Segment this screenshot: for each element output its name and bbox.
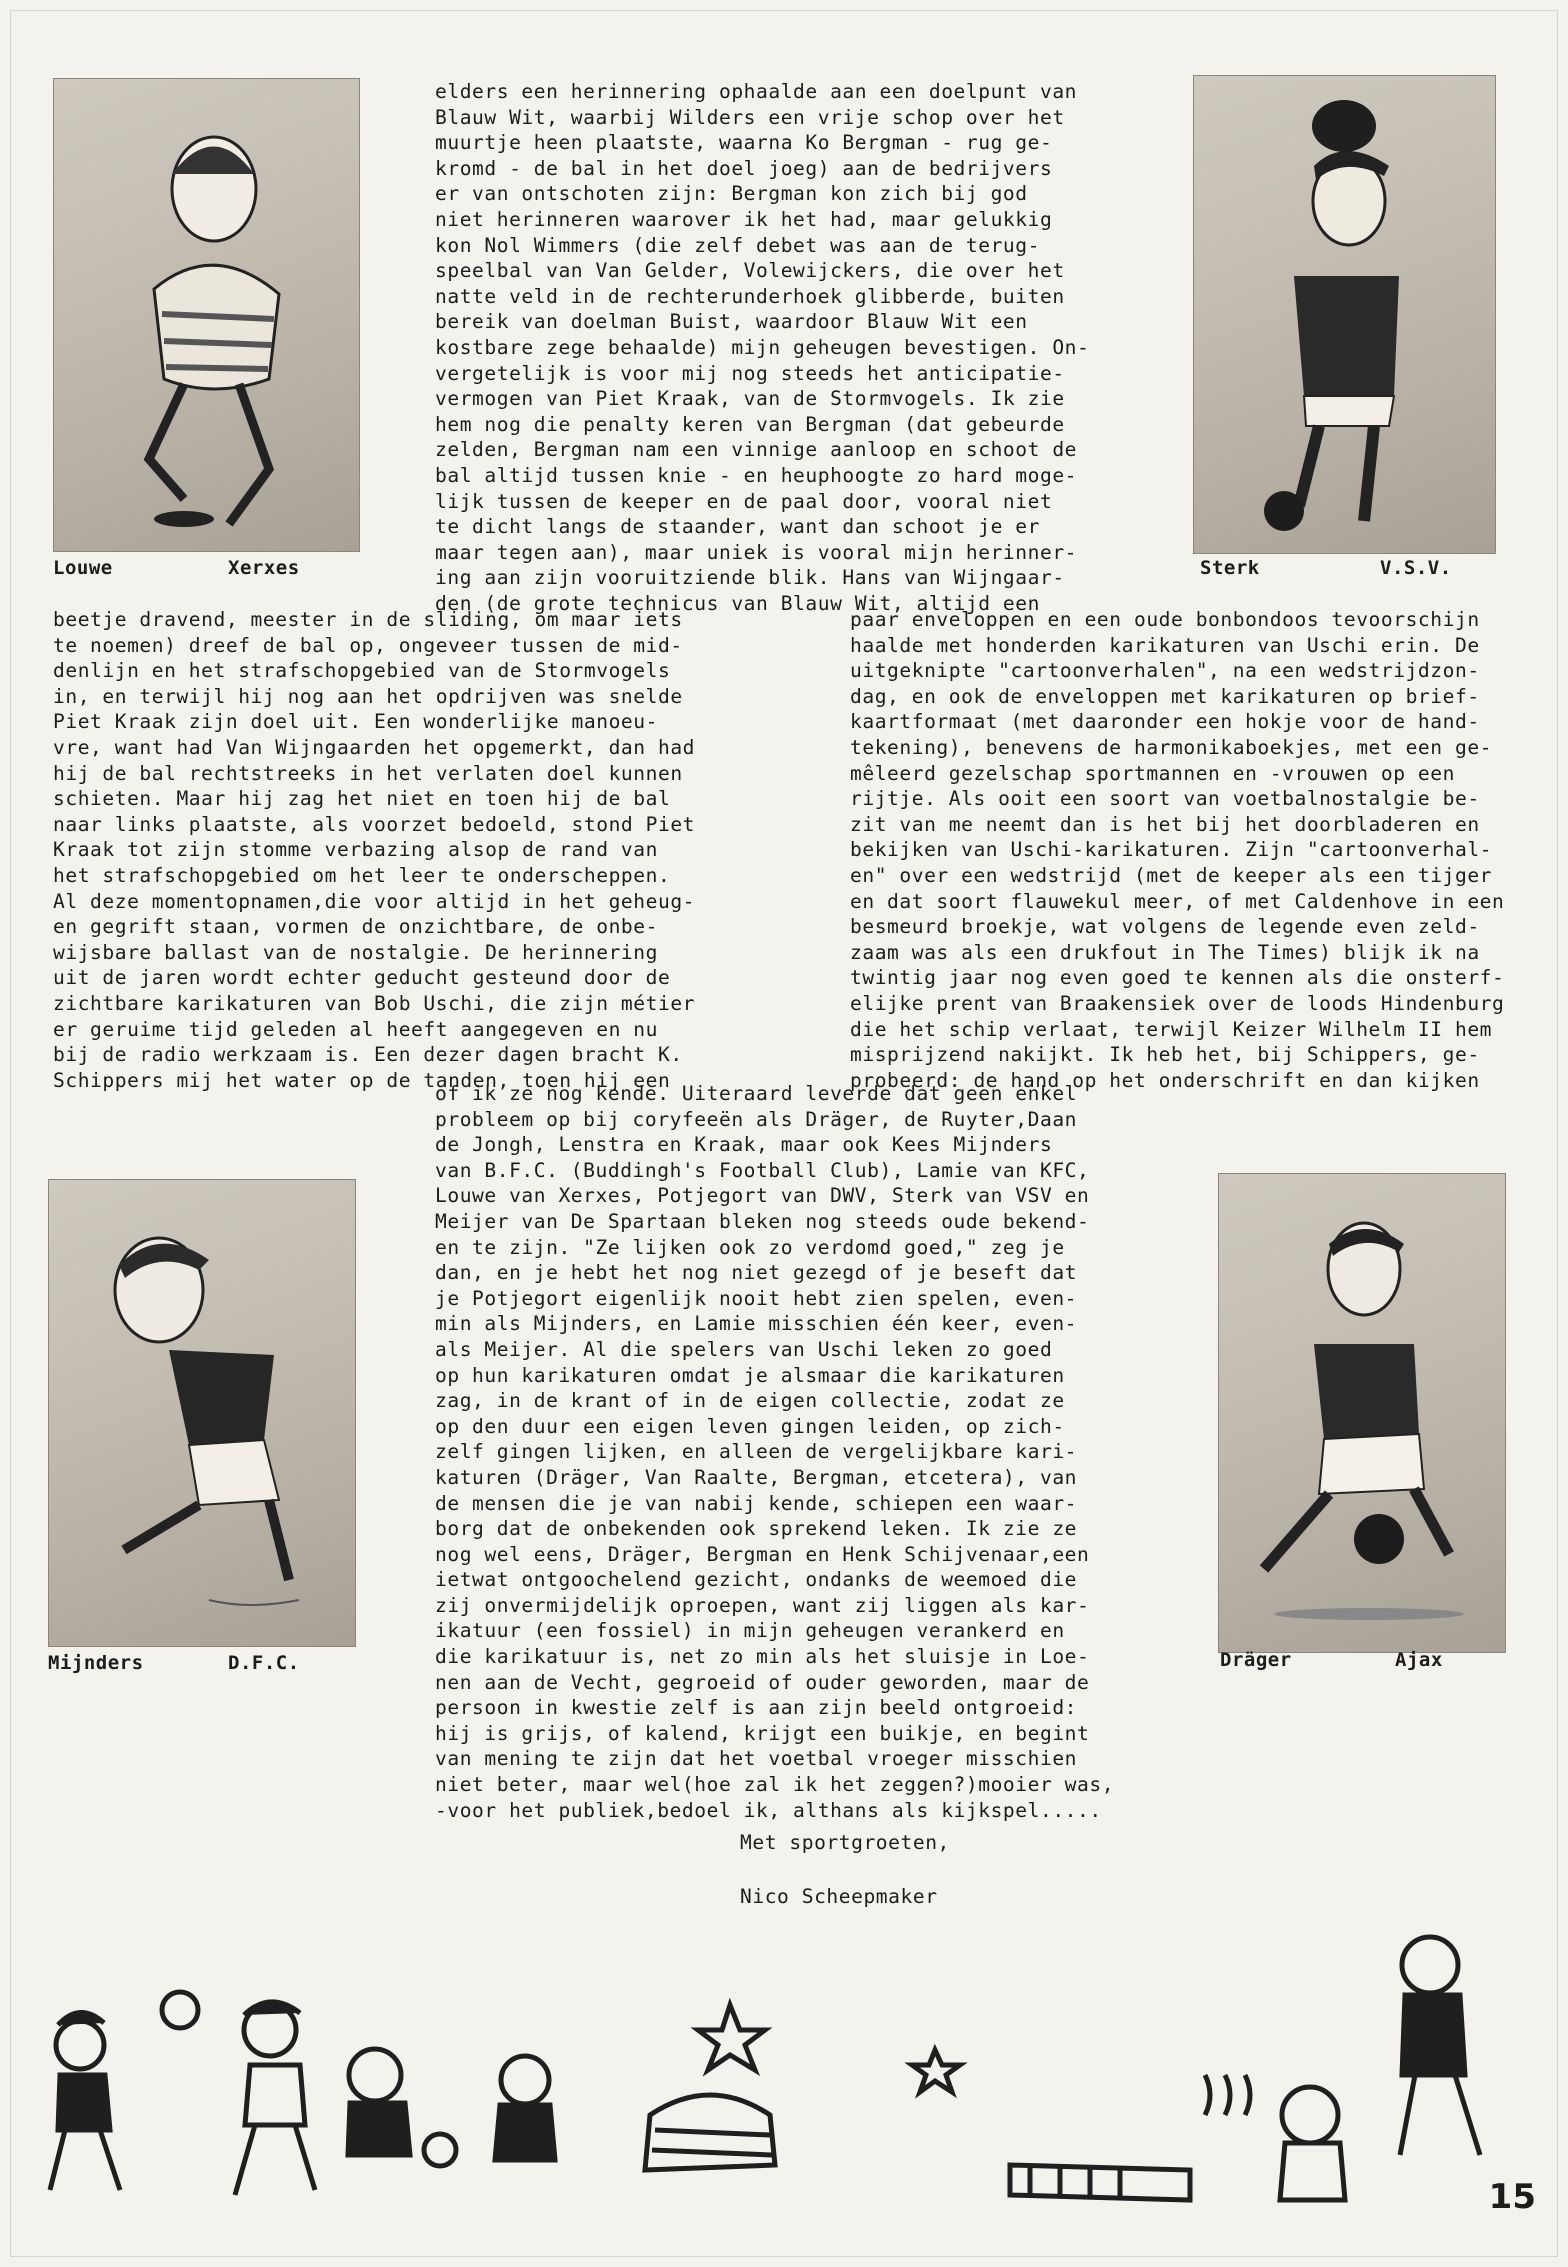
caricature-sterk-drawing	[1194, 76, 1495, 553]
page-number: 15	[1488, 2177, 1536, 2217]
caption-sterk-club: V.S.V.	[1380, 557, 1452, 579]
article-paragraph-left: beetje dravend, meester in de sliding, om maar iets te noemen) dreef de bal op, ongeveer tussen de mid- denlijn en het strafschopgebied van de Stormvogels in, en terwijl hij nog aan het opdrijven was snelde Piet Kraak zijn doel uit. Een wonderlijke manoeu- vre, want had Van Wijngaarden het opgemerkt, dan had hij de bal rechtstreeks in het verlaten doel kunnen schieten. Maar hij zag het niet en toen hij de bal naar links plaatste, als voorzet bedoeld, stond Piet Kraak tot zijn stomme verbazing alsop de rand van het strafschopgebied om het leer te onderscheppen. Al deze momentopnamen,die voor altijd in het geheug- en gegrift staan, vormen de onzichtbare, de onbe- wijsbare ballast van de nostalgie. De herinnering uit de jaren wordt echter geducht gesteund door de zichtbare karikaturen van Bob Uschi, die zijn métier er geruime tijd geleden al heeft aangegeven en nu bij de radio werkzaam is. Een dezer dagen bracht K. Schippers mij het water op de tanden, toen hij een	[53, 608, 696, 1092]
author-name: Nico Scheepmaker	[740, 1885, 938, 1908]
caricature-mijnders-drawing	[49, 1180, 355, 1646]
caption-mijnders-club: D.F.C.	[228, 1652, 300, 1674]
caricature-photo-louwe	[53, 78, 360, 552]
footer-cartoon-strip	[30, 1905, 1505, 2225]
caricature-photo-mijnders	[48, 1179, 356, 1647]
caricature-photo-drager	[1218, 1173, 1506, 1653]
caption-drager	[1220, 1649, 1506, 1671]
caption-drager-club: Ajax	[1395, 1649, 1443, 1671]
caption-drager-player: Dräger	[1220, 1649, 1292, 1671]
closing-greeting: Met sportgroeten,	[740, 1831, 950, 1854]
caricature-louwe-drawing	[54, 79, 359, 551]
article-paragraph-top: elders een herinnering ophaalde aan een doelpunt van Blauw Wit, waarbij Wilders een vrije schop over het muurtje heen plaatste, waarna Ko Bergman - rug ge- kromd - de bal in het doel joeg) aan de bedrijvers er van ontschoten zijn: Bergman kon zich bij god niet herinneren waarover ik het had, maar gelukkig kon Nol Wimmers (die zelf debet was aan de terug- speelbal van Van Gelder, Volewijckers, die over het natte veld in de rechterunderhoek glibberde, buiten bereik van doelman Buist, waardoor Blauw Wit een kostbare zege behaalde) mijn geheugen bevestigen. On- vergetelijk is voor mij nog steeds het anticipatie- vermogen van Piet Kraak, van de Stormvogels. Ik zie hem nog die penalty keren van Bergman (dat gebeurde zelden, Bergman nam een vinnige aanloop en schoot de bal altijd tussen knie - en heuphoogte zo hard moge- lijk tussen de keeper en de paal door, vooral niet te dicht langs de staander, want dan schoot je er maar tegen aan), maar uniek is vooral mijn herinner- ing aan zijn vooruitziende blik. Hans van Wijngaar- den (de grote technicus van Blauw Wit, altijd een	[435, 80, 1090, 615]
caricature-drager-drawing	[1219, 1174, 1505, 1652]
caption-louwe-club: Xerxes	[228, 557, 300, 579]
caption-sterk-player: Sterk	[1200, 557, 1260, 579]
article-paragraph-bottom: of ik ze nog kende. Uiteraard leverde dat geen enkel probleem op bij coryfeeën als Dräger, de Ruyter,Daan de Jongh, Lenstra en Kraak, maar ook Kees Mijnders van B.F.C. (Buddingh's Football Club), Lamie van KFC, Louwe van Xerxes, Potjegort van DWV, Sterk van VSV en Meijer van De Spartaan bleken nog steeds oude bekend- en te zijn. "Ze lijken ook zo verdomd goed," zeg je dan, en je hebt het nog niet gezegd of je beseft dat je Potjegort eigenlijk nooit hebt zien spelen, even- min als Mijnders, en Lamie misschien één keer, even- als Meijer. Al die spelers van Uschi leken zo goed op hun karikaturen omdat je alsmaar die karikaturen zag, in de krant of in de eigen collectie, zodat ze op den duur een eigen leven gingen leiden, op zich- zelf gingen lijken, en alleen de vergelijkbare kari- katuren (Dräger, Van Raalte, Bergman, etcetera), van de mensen die je van nabij kende, schiepen een waar- borg dat de onbekenden ook sprekend leken. Ik zie ze nog wel eens, Dräger, Bergman en Henk Schijvenaar,een ietwat ontgoochelend gezicht, ondanks de weemoed die zij onvermijdelijk oproepen, want zij liggen als kar- ikatuur (een fossiel) in mijn geheugen verankerd en die karikatuur is, net zo min als het sluisje in Loe- nen aan de Vecht, gegroeid of ouder geworden, maar de persoon in kwestie zelf is aan zijn beeld ontgroeid: hij is grijs, of kalend, krijgt een buikje, en begint van mening te zijn dat het voetbal vroeger misschien niet beter, maar wel(hoe zal ik het zeggen?)mooier was, -voor het publiek,bedoel ik, althans als kijkspel.....	[435, 1082, 1115, 1822]
caption-louwe-player: Louwe	[53, 557, 113, 579]
caption-mijnders-player: Mijnders	[48, 1652, 144, 1674]
caption-sterk	[1200, 557, 1500, 579]
article-paragraph-right: paar enveloppen en een oude bonbondoos tevoorschijn haalde met honderden karikaturen van Uschi erin. De uitgeknipte "cartoonverhalen", na een wedstrijdzon- dag, en ook de enveloppen met karikaturen op brief- kaartformaat (met daaronder een hokje voor de hand- tekening), benevens de harmonikaboekjes, met een ge- mêleerd gezelschap sportmannen en -vrouwen op een rijtje. Als ooit een soort van voetbalnostalgie be- zit van me neemt dan is het bij het doorbladeren en bekijken van Uschi-karikaturen. Zijn "cartoonverhal- en" over een wedstrijd (met de keeper als een tijger en dat soort flauwekul meer, of met Caldenhove in een besmeurd broekje, wat volgens de legende even zeld- zaam was als een drukfout in The Times) blijk ik na twintig jaar nog even goed te kennen als die onsterf- elijke prent van Braakensiek over de loods Hindenburg die het schip verlaat, terwijl Keizer Wilhelm II hem misprijzend nakijkt. Ik heb het, bij Schippers, ge- probeerd: de hand op het onderschrift en dan kijken	[850, 608, 1505, 1092]
caption-louwe	[53, 557, 358, 579]
caricature-photo-sterk	[1193, 75, 1496, 554]
caption-mijnders	[48, 1652, 354, 1674]
